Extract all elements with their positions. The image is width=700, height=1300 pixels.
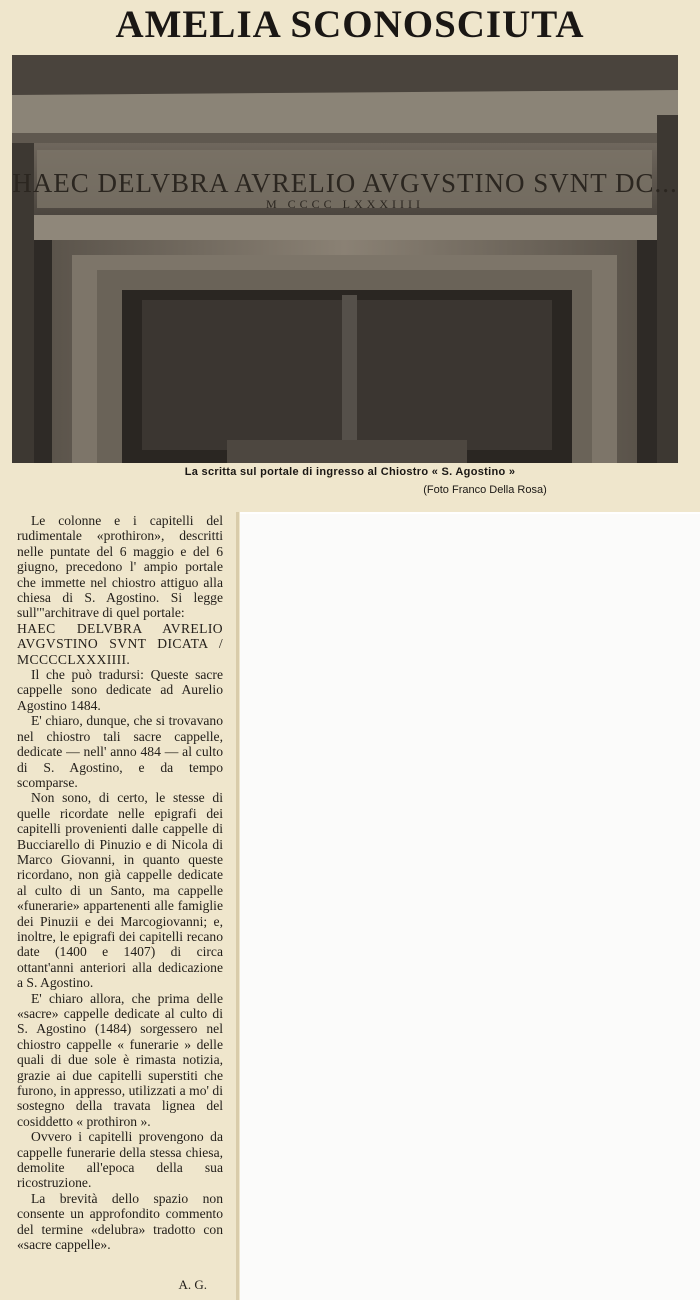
article-paragraph: Ovvero i capitelli provengono da cappelle funerarie della stessa chiesa, demolite all'epoca della sua ricostruzione. bbox=[17, 1129, 223, 1191]
article-paragraph: Le colonne e i capitelli del rudimentale «prothiron», descritti nelle puntate del 6 maggio e del 6 giugno, precedono l' ampio portale che immette nel chiostro attiguo alla chiesa di S. Agostino. Si legge sull'"architrave di quel portale: bbox=[17, 513, 223, 621]
inscription-line-2: M CCCC LXXXIIII bbox=[266, 197, 424, 211]
article-paragraph: Non sono, di certo, le stesse di quelle ricordate nelle epigrafi dei capitelli provenienti dalle cappelle di Bucciarello di Pinuzio e di Nicola di Marco Giovanni, in quanto queste ricordano, non già cappelle dedicate al culto di un Santo, ma cappelle «funerarie» appartenenti alle famiglie dei Pinuzii e dei Marcogiovanni; e, inoltre, le epigrafi dei capitelli recano date (1400 e 1407) di circa ottant'anni anteriori alla dedicazione a S. Agostino. bbox=[17, 790, 223, 991]
headline: AMELIA SCONOSCIUTA bbox=[115, 3, 585, 46]
photo-caption: La scritta sul portale di ingresso al Chiostro « S. Agostino » bbox=[184, 466, 516, 478]
article-paragraph: E' chiaro, dunque, che si trovavano nel chiostro tali sacre cappelle, dedicate — nell' anno 484 — al culto di S. Agostino, e da tempo scomparse. bbox=[17, 713, 223, 790]
portal-photo bbox=[12, 55, 678, 463]
blank-paper-area bbox=[240, 514, 700, 1300]
inscription-line-1: HAEC DELVBRA AVRELIO AVGVSTINO SVNT DC... bbox=[12, 168, 678, 198]
photo-credit: (Foto Franco Della Rosa) bbox=[423, 484, 547, 496]
article-paragraph: La brevità dello spazio non consente un approfondito commento del termine «delubra» tradotto con «sacre cappelle». bbox=[17, 1190, 223, 1253]
clipping-cut-edge bbox=[236, 512, 239, 1300]
article-inscription-transcription: HAEC DELVBRA AVRELIO AVGVSTINO SVNT DICATA / MCCCCLXXXIIII. bbox=[17, 620, 223, 667]
article-paragraph: E' chiaro allora, che prima delle «sacre» cappelle dedicate al culto di S. Agostino (1484) sorgessero nel chiostro cappelle « funerarie » delle quali di due sole è rimasta notizia, grazie ai due capitelli superstiti che furono, in appresso, utilizzati a mo' di sostegno della travata lignea del cosiddetto « prothiron ». bbox=[17, 990, 223, 1129]
author-signature: A. G. bbox=[178, 1277, 207, 1292]
article-paragraph: Il che può tradursi: Queste sacre cappelle sono dedicate ad Aurelio Agostino 1484. bbox=[17, 667, 223, 713]
article-body bbox=[17, 513, 223, 1253]
